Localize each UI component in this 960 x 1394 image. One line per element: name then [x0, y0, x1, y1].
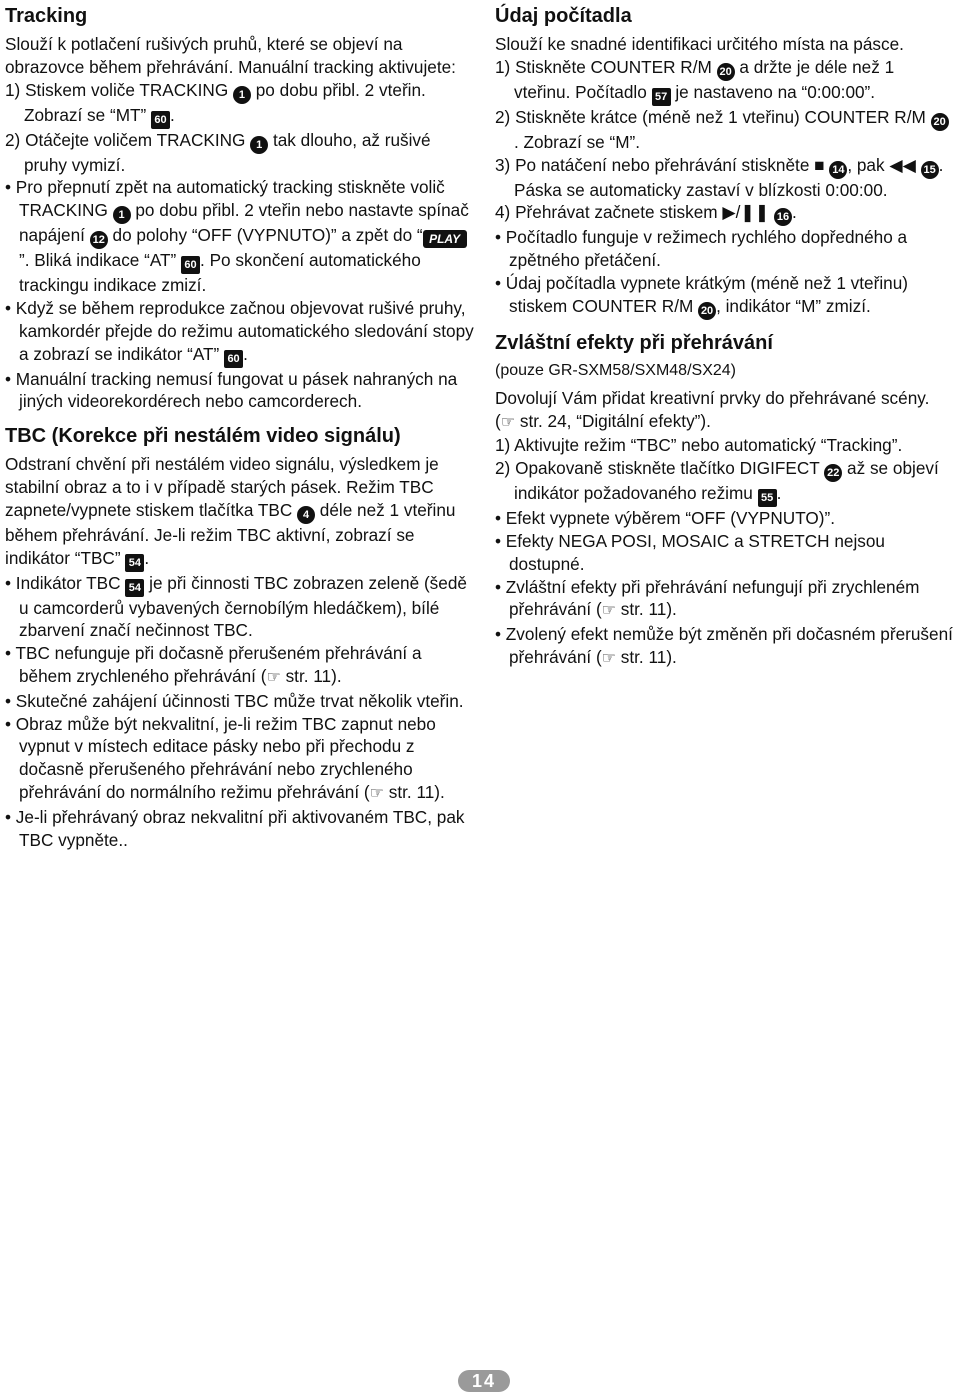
play-pause-icon: ▶/❚❚	[722, 202, 770, 223]
effects-models: (pouze GR-SXM58/SXM48/SX24)	[495, 361, 736, 379]
tbc-heading: TBC (Korekce při nestálém video signálu)	[5, 425, 401, 448]
tracking-heading: Tracking	[5, 5, 88, 27]
counter-button-ref-icon: 20	[931, 113, 949, 131]
effects-step-2: 2) Opakovaně stiskněte tlačítko DIGIFECT 22 až se objeví indikátor požadovaného režimu 55 .	[495, 457, 953, 507]
counter-bullet-1: • Počítadlo funguje v režimech rychlého dopředného a zpětného přetáčení.	[495, 227, 908, 271]
digifect-button-ref-icon: 22	[824, 464, 842, 482]
tracking-step-1: 1) Stiskem voliče TRACKING 1 po dobu přibl. 2 vteřin. Zobrazí se “MT” 60 .	[5, 79, 475, 129]
stop-icon: ■	[814, 154, 825, 175]
display-ref-icon: 57	[652, 88, 671, 106]
display-ref-icon: 60	[224, 350, 243, 368]
page-number: 14	[458, 1370, 510, 1392]
hand-pointer-icon: ☞	[601, 649, 617, 667]
counter-bullet-2: • Údaj počítadla vypnete krátkým (méně než 1 vteřinu) stiskem COUNTER R/M 20 , indikátor “M” zmizí.	[495, 272, 953, 320]
counter-button-ref-icon: 20	[717, 63, 735, 81]
right-column	[495, 4, 953, 671]
counter-heading: Údaj počítadla	[495, 5, 632, 27]
play-mode-icon: PLAY	[423, 230, 467, 248]
counter-button-ref-icon: 20	[698, 302, 716, 320]
tbc-bullet-5: • Je-li přehrávaný obraz nekvalitní při aktivovaném TBC, pak TBC vypněte..	[5, 806, 465, 850]
display-ref-icon: 54	[125, 579, 144, 597]
display-ref-icon: 60	[181, 256, 200, 274]
rewind-icon: ◀◀	[889, 154, 916, 175]
power-switch-ref-icon: 12	[90, 231, 108, 249]
tbc-section	[5, 424, 475, 851]
rewind-button-ref-icon: 15	[921, 161, 939, 179]
tracking-button-ref-icon: 1	[113, 206, 131, 224]
hand-pointer-icon: ☞	[266, 668, 281, 686]
display-ref-icon: 54	[125, 554, 144, 572]
left-column	[5, 4, 475, 851]
counter-step-1: 1) Stiskněte COUNTER R/M 20 a držte je déle než 1 vteřinu. Počítadlo 57 je nastaveno na “0:00:00”.	[495, 56, 953, 106]
effects-section	[495, 331, 953, 671]
effects-bullet-2: • Efekty NEGA POSI, MOSAIC a STRETCH nejsou dostupné.	[495, 530, 885, 574]
hand-pointer-icon: ☞	[369, 784, 384, 802]
hand-pointer-icon: ☞	[601, 602, 617, 620]
tbc-intro: Odstraní chvění při nestálém video signálu, výsledkem je stabilní obraz a to i v případě starých pásek. Režim TBC zapnete/vypnete stiskem tlačítka TBC 4 déle než 1 vteřinu během přehrávání. Je-li režim TBC aktivní, zobrazí se indikátor “TBC” 54 .	[5, 453, 475, 571]
counter-section	[495, 4, 953, 320]
tbc-bullet-4: • Obraz může být nekvalitní, je-li režim TBC zapnut nebo vypnut v místech editace pásky nebo při přechodu z dočasně přerušeného přehrávání nebo zrychleného přehrávání do normálního režimu přehrávání (☞ str. 11).	[5, 713, 445, 802]
tbc-bullet-1: • Indikátor TBC 54 je při činnosti TBC zobrazen zeleně (šedě u camcorderů vybavených černobílým hledáčkem), bílé zbarvení značí nečinnost TBC.	[5, 572, 467, 641]
effects-intro: Dovolují Vám přidat kreativní prvky do přehrávané scény. (☞ str. 24, “Digitální efekty”).	[495, 387, 930, 431]
effects-heading: Zvláštní efekty při přehrávání	[495, 331, 773, 354]
tracking-button-ref-icon: 1	[250, 136, 268, 154]
effects-step-1: 1) Aktivujte režim “TBC” nebo automatický “Tracking”.	[495, 435, 903, 456]
counter-step-4: 4) Přehrávat začnete stiskem ▶/❚❚ 16 .	[495, 201, 953, 226]
display-ref-icon: 60	[151, 111, 170, 129]
display-ref-icon: 55	[758, 489, 777, 507]
tracking-bullet-2: • Když se během reprodukce začnou objevovat rušivé pruhy, kamkordér přejde do režimu automatického sledování stopy a zobrazí se indikátor “AT” 60 .	[5, 297, 475, 368]
tbc-bullet-3: • Skutečné zahájení účinnosti TBC může trvat několik vteřin.	[5, 690, 464, 711]
tbc-button-ref-icon: 4	[297, 506, 315, 524]
stop-button-ref-icon: 14	[829, 161, 847, 179]
tracking-bullet-1: • Pro přepnutí zpět na automatický tracking stiskněte volič TRACKING 1 po dobu přibl. 2 vteřin nebo nastavte spínač napájení 12 do polohy “OFF (VYPNUTO)” a zpět do “ PLAY”. Bliká indikace “AT” 60 . Po skončení automatického trackingu indikace zmizí.	[5, 177, 469, 296]
counter-step-2: 2) Stiskněte krátce (méně než 1 vteřinu) COUNTER R/M 20. Zobrazí se “M”.	[495, 106, 953, 154]
tracking-section	[5, 4, 475, 413]
tracking-step-2: 2) Otáčejte voličem TRACKING 1 tak dlouho, až rušivé pruhy vymizí.	[5, 129, 431, 175]
tbc-bullet-2: • TBC nefunguje při dočasně přerušeném přehrávání a během zrychleného přehrávání (☞ str. 11).	[5, 643, 422, 686]
effects-bullet-1: • Efekt vypnete výběrem “OFF (VYPNUTO)”.	[495, 508, 835, 529]
hand-pointer-icon: ☞	[500, 413, 516, 431]
tracking-intro: Slouží k potlačení rušivých pruhů, které se objeví na obrazovce během přehrávání. Manuální tracking aktivujete:	[5, 34, 456, 77]
counter-step-3: 3) Po natáčení nebo přehrávání stiskněte ■ 14 , pak ◀◀ 15 . Páska se automaticky zastaví v blízkosti 0:00:00.	[495, 154, 944, 200]
play-button-ref-icon: 16	[774, 208, 792, 226]
effects-bullet-4: • Zvolený efekt nemůže být změněn při dočasném přerušení přehrávání (☞ str. 11).	[495, 624, 953, 667]
tracking-button-ref-icon: 1	[233, 86, 251, 104]
effects-bullet-3: • Zvláštní efekty při přehrávání nefungují při zrychleném přehrávání (☞ str. 11).	[495, 576, 920, 620]
tracking-bullet-3: • Manuální tracking nemusí fungovat u pásek nahraných na jiných videorekordérech nebo camcorderech.	[5, 368, 458, 412]
counter-intro: Slouží ke snadné identifikaci určitého místa na pásce.	[495, 34, 904, 54]
